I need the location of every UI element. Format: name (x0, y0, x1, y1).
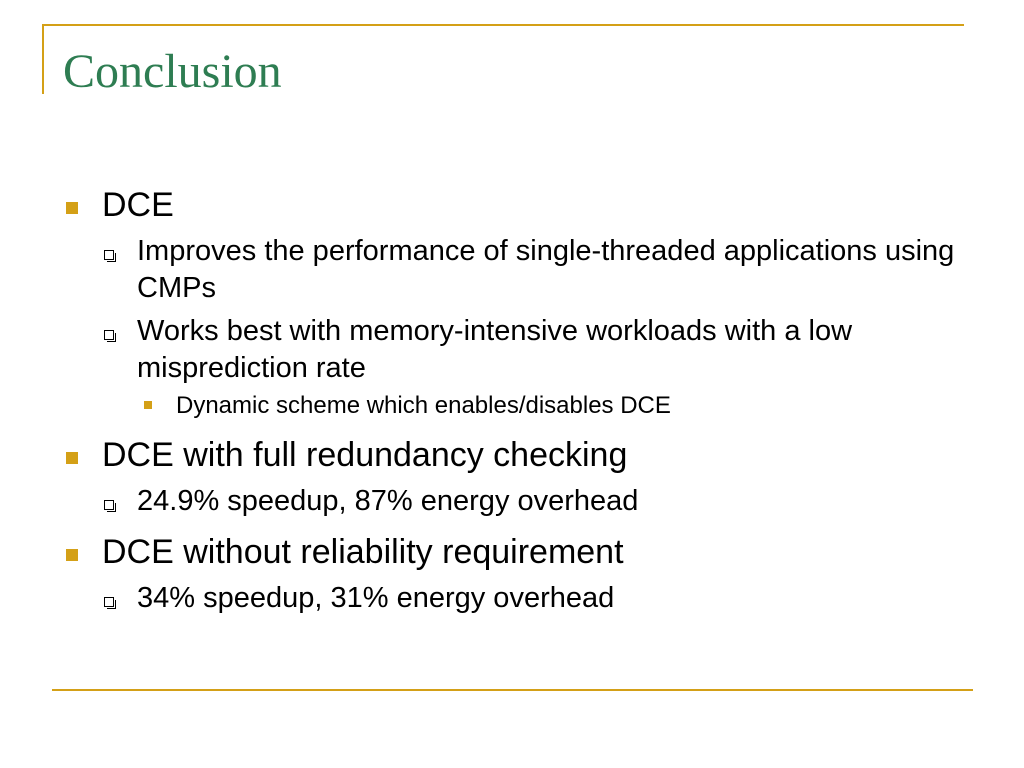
square-bullet-icon (144, 401, 152, 409)
hollow-square-bullet-icon (104, 597, 114, 607)
hollow-square-bullet-icon (104, 500, 114, 510)
sub-sub-bullet-dynamic-scheme (137, 389, 970, 423)
bullet-text: DCE (102, 186, 174, 224)
bullet-dce (60, 183, 970, 423)
top-rule (42, 24, 964, 26)
left-rule (42, 24, 44, 94)
bottom-rule (52, 689, 973, 691)
sub-bullet-text: Works best with memory-intensive workloads with a low misprediction rate (137, 315, 853, 384)
sub-bullet-workloads (102, 313, 970, 387)
bullet-text: DCE without reliability requirement (102, 533, 624, 571)
bullet-no-reliability (60, 530, 970, 617)
sub-bullet-speedup-34 (102, 580, 970, 617)
bullet-full-redundancy (60, 433, 970, 520)
sub-sub-bullet-text: Dynamic scheme which enables/disables DCE (176, 392, 671, 419)
sub-bullet-text: Improves the performance of single-threaded applications using CMPs (137, 235, 955, 304)
slide-body (60, 183, 970, 617)
square-bullet-icon (66, 549, 78, 561)
sub-bullet-text: 34% speedup, 31% energy overhead (137, 582, 615, 614)
square-bullet-icon (66, 452, 78, 464)
slide-title: Conclusion (63, 45, 282, 98)
hollow-square-bullet-icon (104, 250, 114, 260)
sub-bullet-speedup-87 (102, 483, 970, 520)
hollow-square-bullet-icon (104, 330, 114, 340)
sub-bullet-text: 24.9% speedup, 87% energy overhead (137, 485, 639, 517)
sub-bullet-performance (102, 233, 970, 307)
square-bullet-icon (66, 202, 78, 214)
bullet-text: DCE with full redundancy checking (102, 436, 628, 474)
